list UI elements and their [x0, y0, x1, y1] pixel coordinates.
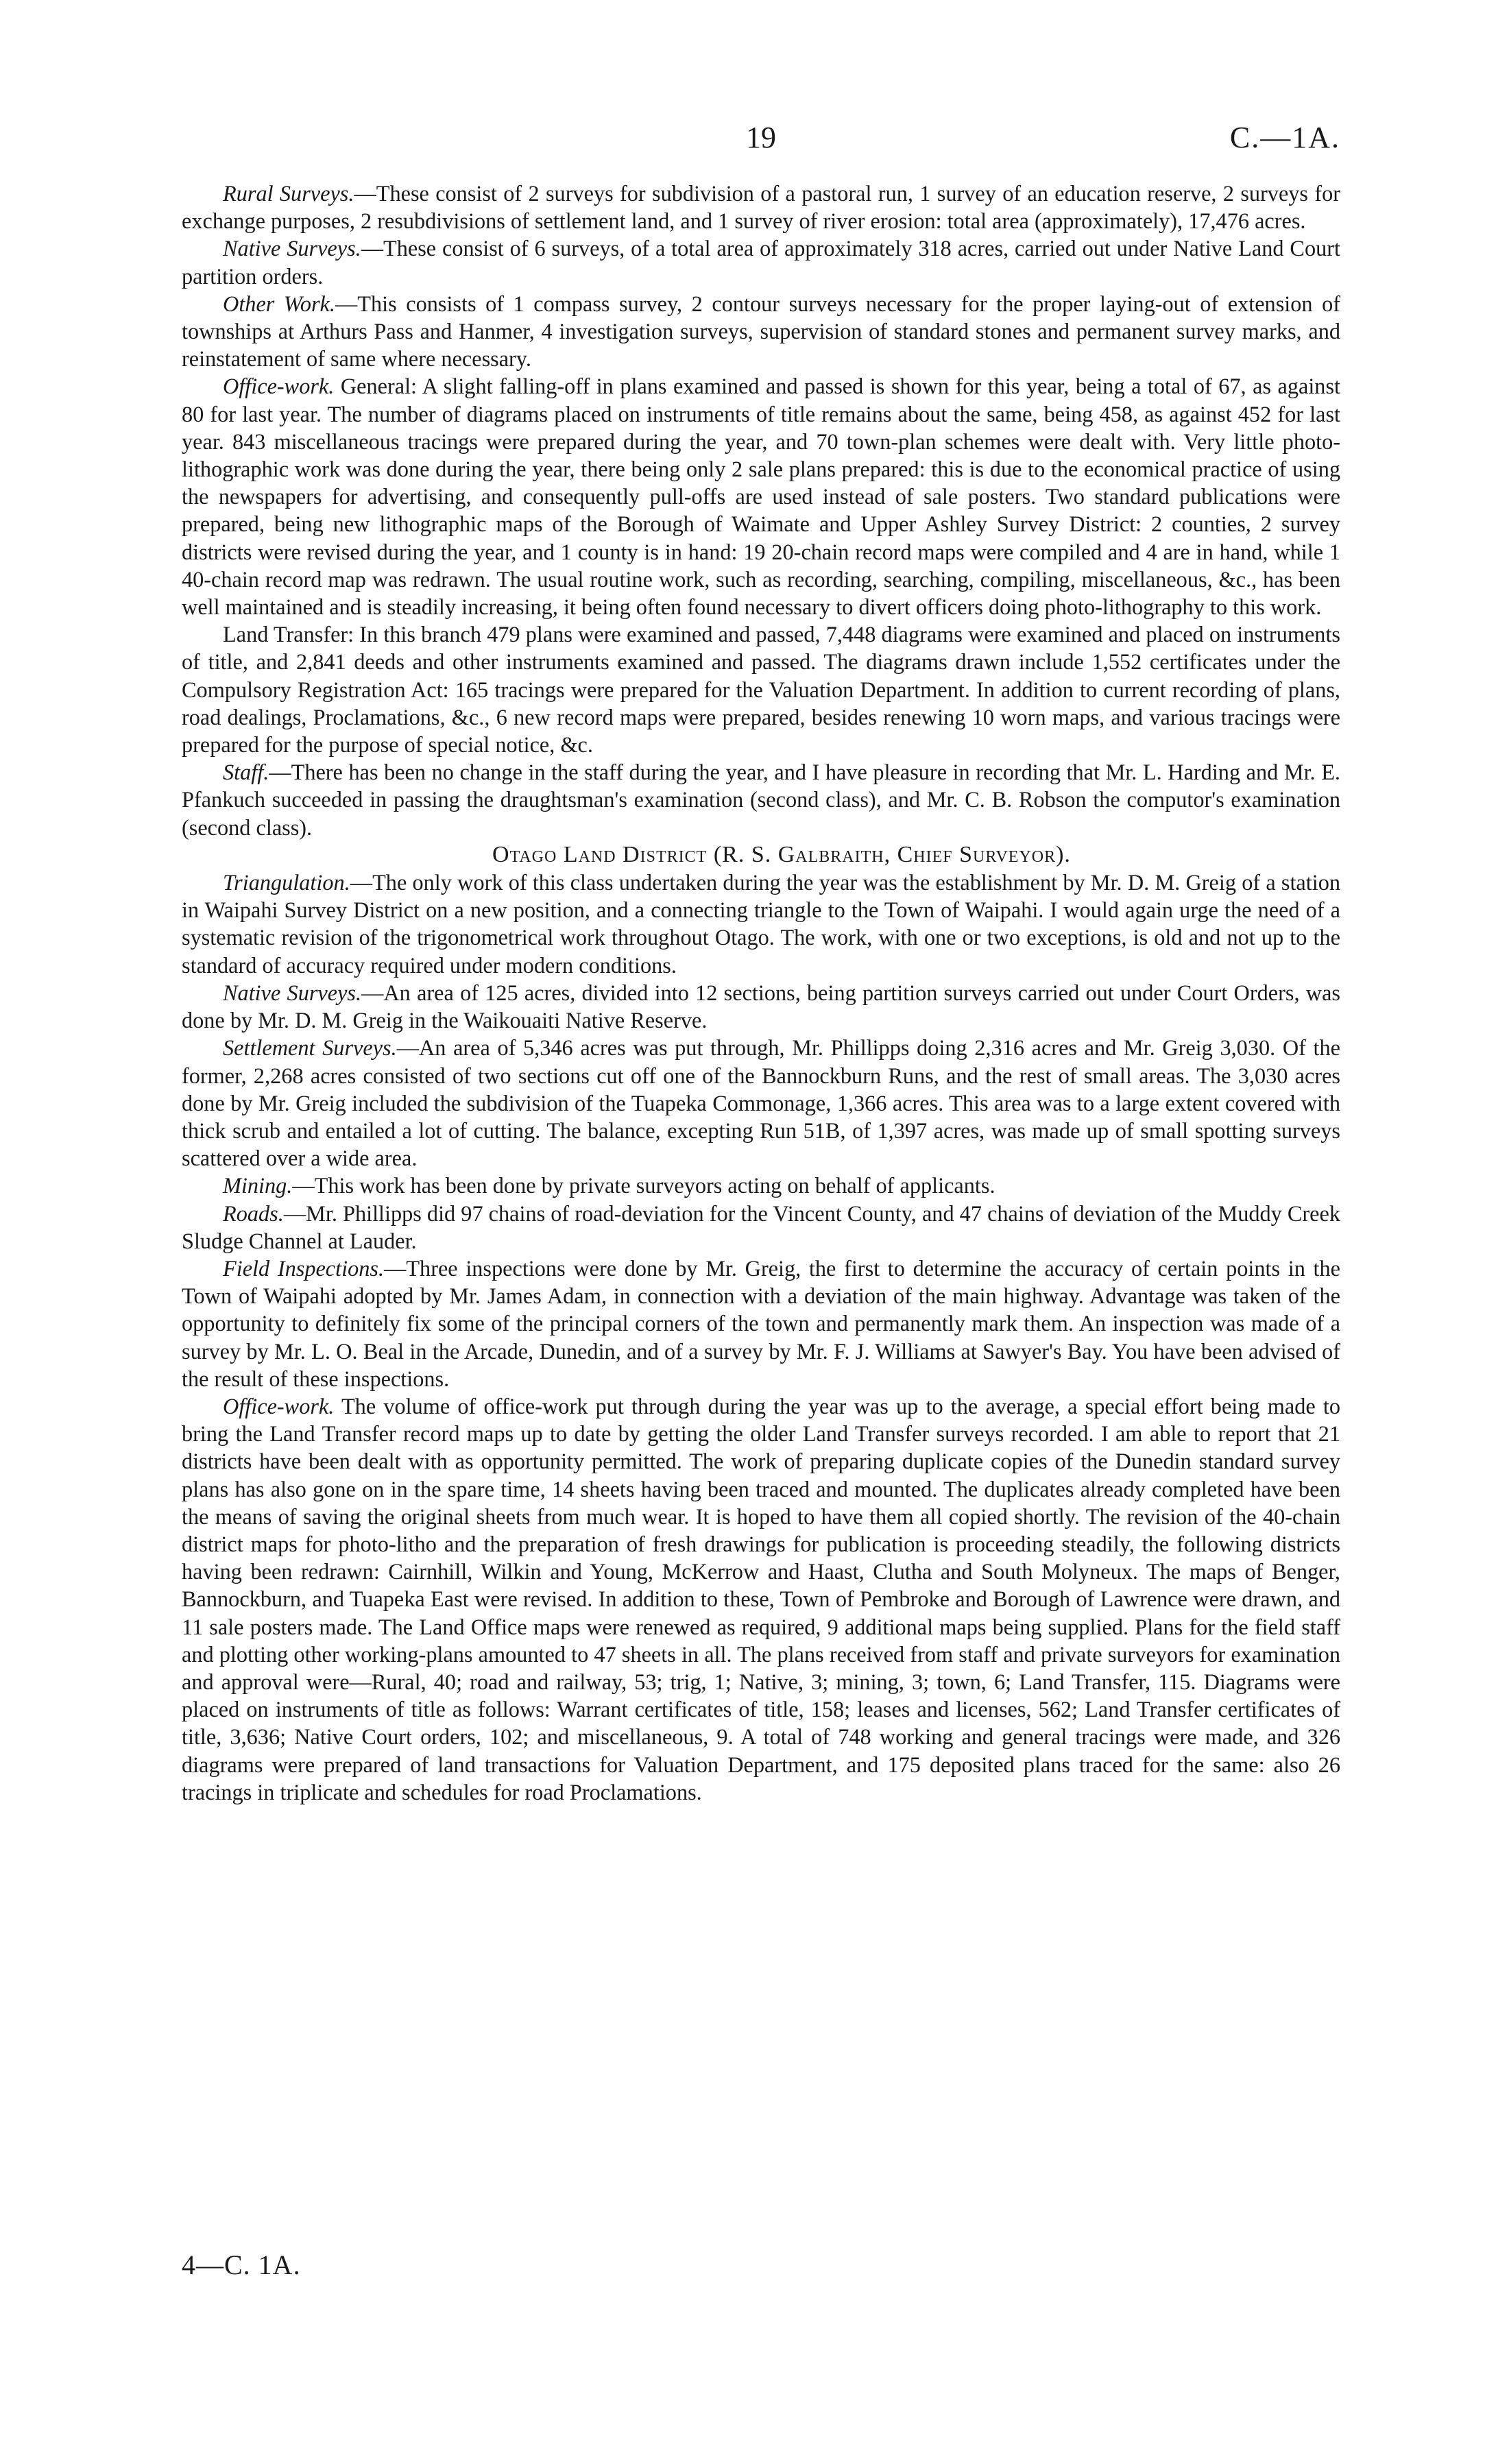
paragraph-text: —An area of 125 acres, divided into 12 sections, being partition surveys carried out under Court Orders, was done by Mr. D. M. Greig in the Waikouaiti Native Reserve. — [182, 980, 1340, 1033]
paragraph-roads — [182, 1200, 1340, 1255]
paragraph-land-transfer: Land Transfer: In this branch 479 plans were examined and passed, 7,448 diagrams were examined and placed on instruments of title, and 2,841 deeds and other instruments examined and passed. The diagrams drawn include 1,552 certificates under the Compulsory Registration Act: 165 tracings were prepared for the Valuation Department. In addition to current recording of plans, road dealings, Proclamations, &c., 6 new record maps were prepared, besides renewing 10 worn maps, and various tracings were prepared for the purpose of special notice, &c. — [182, 622, 1340, 758]
paragraph-text: —This consists of 1 compass survey, 2 contour surveys necessary for the proper laying-out of extension of townships at Arthurs Pass and Hanmer, 4 investigation surveys, supervision of standard stones and permanent survey marks, and reinstatement of same where necessary. — [182, 291, 1340, 372]
page-header — [182, 120, 1340, 161]
run-in-heading: Native Surveys. — [223, 980, 362, 1005]
run-in-heading: Triangulation. — [223, 870, 350, 895]
paragraph-staff — [182, 758, 1340, 841]
run-in-heading: Field Inspections. — [223, 1255, 385, 1281]
run-in-heading: Native Surveys. — [223, 236, 361, 261]
run-in-heading: Office-work. — [223, 1393, 335, 1418]
paragraph-native-surveys — [182, 234, 1340, 289]
paragraph-field-inspections — [182, 1255, 1340, 1392]
paragraph-text: —Three inspections were done by Mr. Greig, the first to determine the accuracy of certain points in the Town of Waipahi adopted by Mr. James Adam, in connection with a deviation of the main highway. Advantage was taken of the opportunity to definitely fix some of the principal corners of the town and permanently mark them. An inspection was made of a survey by Mr. L. O. Beal in the Arcade, Dunedin, and of a survey by Mr. F. J. Williams at Sawyer's Bay. You have been advised of the result of these inspections. — [182, 1255, 1340, 1391]
paragraph-text: General: A slight falling-off in plans examined and passed is shown for this year, being a total of 67, as against 80 for last year. The number of diagrams placed on instruments of title remains about the same, being 458, as against 452 for last year. 843 miscellaneous tracings were prepared during the year, and 70 town-plan schemes were dealt with. Very little photo-lithographic work was done during the year, there being only 2 sale plans prepared: this is due to the economical practice of using the newspapers for advertising, and consequently pull-offs are used instead of sale posters. Two standard publications were prepared, being new lithographic maps of the Borough of Waimate and Upper Ashley Survey District: 2 counties, 2 survey districts were revised during the year, and 1 county is in hand: 19 20-chain record maps were compiled and 4 are in hand, while 1 40-chain record map was redrawn. The usual routine work, such as recording, searching, compiling, miscellaneous, &c., has been well maintained and is steadily increasing, it being often found necessary to divert officers doing photo-lithography to this work. — [182, 374, 1340, 620]
paragraph-text: —The only work of this class undertaken during the year was the establishment by Mr. D. M. Greig of a station in Waipahi Survey District on a new position, and a connecting triangle to the Town of Waipahi. I would again urge the need of a systematic revision of the trigonometrical work throughout Otago. The work, with one or two exceptions, is old and not up to the standard of accuracy required under modern conditions. — [182, 870, 1340, 978]
paragraph-text: —These consist of 2 surveys for subdivision of a pastoral run, 1 survey of an education reserve, 2 surveys for exchange purposes, 2 resubdivisions of settlement land, and 1 survey of river erosion: total area (approximately), 17,476 acres. — [182, 181, 1340, 234]
document-reference: C.—1A. — [1229, 121, 1340, 154]
paragraph-text: —There has been no change in the staff during the year, and I have pleasure in recording that Mr. L. Harding and Mr. E. Pfankuch succeeded in passing the draughtsman's examination (second class), and Mr. C. B. Robson the computor's examination (second class). — [182, 760, 1340, 840]
page-body — [182, 180, 1340, 1806]
run-in-heading: Settlement Surveys. — [223, 1035, 397, 1061]
paragraph-native-surveys-otago — [182, 979, 1340, 1034]
paragraph-other-work — [182, 290, 1340, 373]
run-in-heading: Office-work. — [223, 374, 335, 399]
paragraph-text: —This work has been done by private surveyors acting on behalf of applicants. — [292, 1173, 995, 1198]
page-number: 19 — [746, 121, 776, 154]
run-in-heading: Mining. — [223, 1173, 293, 1198]
run-in-heading: Rural Surveys. — [223, 181, 354, 206]
paragraph-text: The volume of office-work put through during the year was up to the average, a special effort being made to bring the Land Transfer record maps up to date by getting the older Land Transfer surveys recorded. I am able to report that 21 districts have been dealt with as opportunity permitted. The work of preparing duplicate copies of the Dunedin standard survey plans has also gone on in the spare time, 14 sheets having been traced and mounted. The duplicates already completed have been the means of saving the original sheets from much wear. It is hoped to have them all copied shortly. The revision of the 40-chain district maps for photo-litho and the preparation of fresh drawings for publication is proceeding steadily, the following districts having been redrawn: Cairnhill, Wilkin and Young, McKerrow and Haast, Clutha and South Molyneux. The maps of Benger, Bannockburn, and Tuapeka East were revised. In addition to these, Town of Pembroke and Borough of Lawrence were drawn, and 11 sale posters made. The Land Office maps were renewed as required, 9 additional maps being supplied. Plans for the field staff and plotting other working-plans amounted to 47 sheets in all. The plans received from staff and private surveyors for examination and approval were—Rural, 40; road and railway, 53; trig, 1; Native, 3; mining, 3; town, 6; Land Transfer, 115. Diagrams were placed on instruments of title as follows: Warrant certificates of title, 158; leases and licenses, 562; Land Transfer certificates of title, 3,636; Native Court orders, 102; and miscellaneous, 9. A total of 748 working and general tracings were made, and 326 diagrams were prepared of land transactions for Valuation Department, and 175 deposited plans traced for the same: also 26 tracings in triplicate and schedules for road Proclamations. — [182, 1393, 1340, 1804]
paragraph-mining — [182, 1172, 1340, 1199]
paragraph-rural-surveys — [182, 180, 1340, 234]
paragraph-text: —These consist of 6 surveys, of a total area of approximately 318 acres, carried out under Native Land Court partition orders. — [182, 236, 1340, 289]
run-in-heading: Roads. — [223, 1200, 284, 1226]
paragraph-settlement-surveys — [182, 1034, 1340, 1172]
paragraph-text: —An area of 5,346 acres was put through, Mr. Phillipps doing 2,316 acres and Mr. Greig 3,030. Of the former, 2,268 acres consisted of two sections cut off one of the Bannockburn Runs, and the rest of small areas. The 3,030 acres done by Mr. Greig included the subdivision of the Tuapeka Commonage, 1,366 acres. This area was to a large extent covered with thick scrub and entailed a lot of cutting. The balance, excepting Run 51B, of 1,397 acres, was made up of small spotting surveys scattered over a wide area. — [182, 1035, 1340, 1171]
paragraph-text: —Mr. Phillipps did 97 chains of road-deviation for the Vincent County, and 47 chains of deviation of the Muddy Creek Sludge Channel at Lauder. — [182, 1200, 1340, 1253]
run-in-heading: Other Work. — [223, 291, 335, 316]
paragraph-office-work-otago — [182, 1392, 1340, 1806]
run-in-heading: Staff. — [223, 760, 269, 785]
section-heading-otago: Otago Land District (R. S. Galbraith, Chief Surveyor). — [492, 841, 1071, 867]
signature-mark: 4—C. 1A. — [182, 2249, 301, 2280]
paragraph-triangulation — [182, 869, 1340, 979]
paragraph-office-work — [182, 372, 1340, 620]
